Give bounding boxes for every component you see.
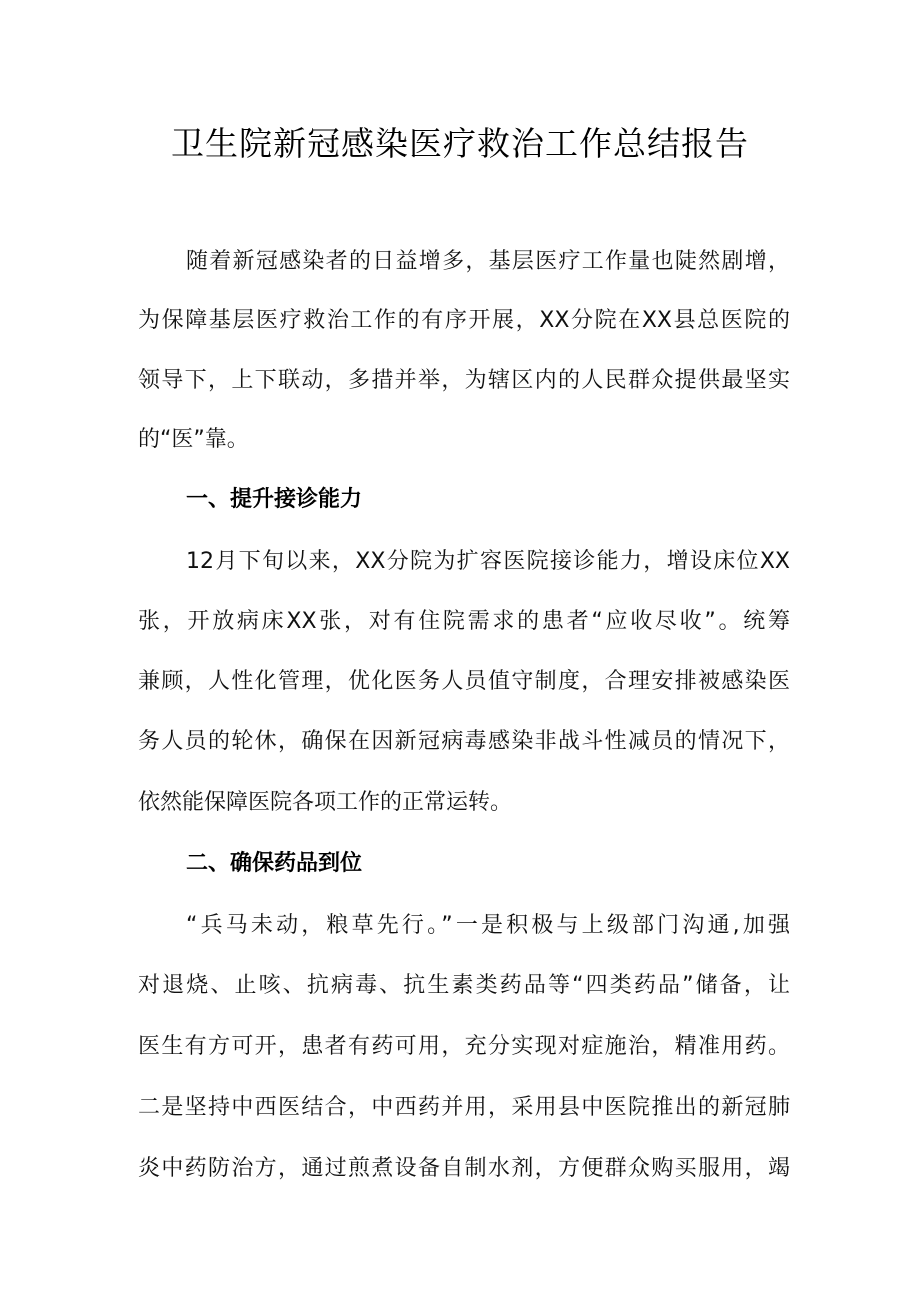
section2-line-1: “兵马未动，粮草先行。”一是积极与上级部门沟通,加强 xyxy=(186,913,790,938)
intro-line-4: 的“医”靠。 xyxy=(138,427,249,452)
section1-line-4: 务人员的轮休，确保在因新冠病毒感染非战斗性减员的情况下， xyxy=(138,729,790,754)
section1-line-1: 12月下旬以来，XX分院为扩容医院接诊能力，增设床位XX xyxy=(186,549,790,574)
section2-line-3: 医生有方可开，患者有药可用，充分实现对症施治，精准用药。 xyxy=(138,1034,790,1059)
intro-line-1: 随着新冠感染者的日益增多，基层医疗工作量也陡然剧增， xyxy=(186,249,790,274)
section-heading-1: 一、提升接诊能力 xyxy=(186,487,363,512)
section2-line-4: 二是坚持中西医结合，中西药并用，采用县中医院推出的新冠肺 xyxy=(138,1095,790,1120)
intro-line-3: 领导下，上下联动，多措并举，为辖区内的人民群众提供最坚实 xyxy=(138,368,790,393)
section1-line-5: 依然能保障医院各项工作的正常运转。 xyxy=(138,790,513,815)
document-title: 卫生院新冠感染医疗救治工作总结报告 xyxy=(171,124,749,163)
section1-line-2: 张，开放病床XX张，对有住院需求的患者“应收尽收”。统筹 xyxy=(138,609,790,634)
section-heading-2: 二、确保药品到位 xyxy=(186,851,363,876)
intro-line-2: 为保障基层医疗救治工作的有序开展，XX分院在XX县总医院的 xyxy=(138,308,790,333)
section1-line-3: 兼顾，人性化管理，优化医务人员值守制度，合理安排被感染医 xyxy=(138,669,790,694)
section2-line-5: 炎中药防治方，通过煎煮设备自制水剂，方便群众购买服用，竭 xyxy=(138,1156,790,1181)
section2-line-2: 对退烧、止咳、抗病毒、抗生素类药品等“四类药品”储备，让 xyxy=(138,973,790,998)
